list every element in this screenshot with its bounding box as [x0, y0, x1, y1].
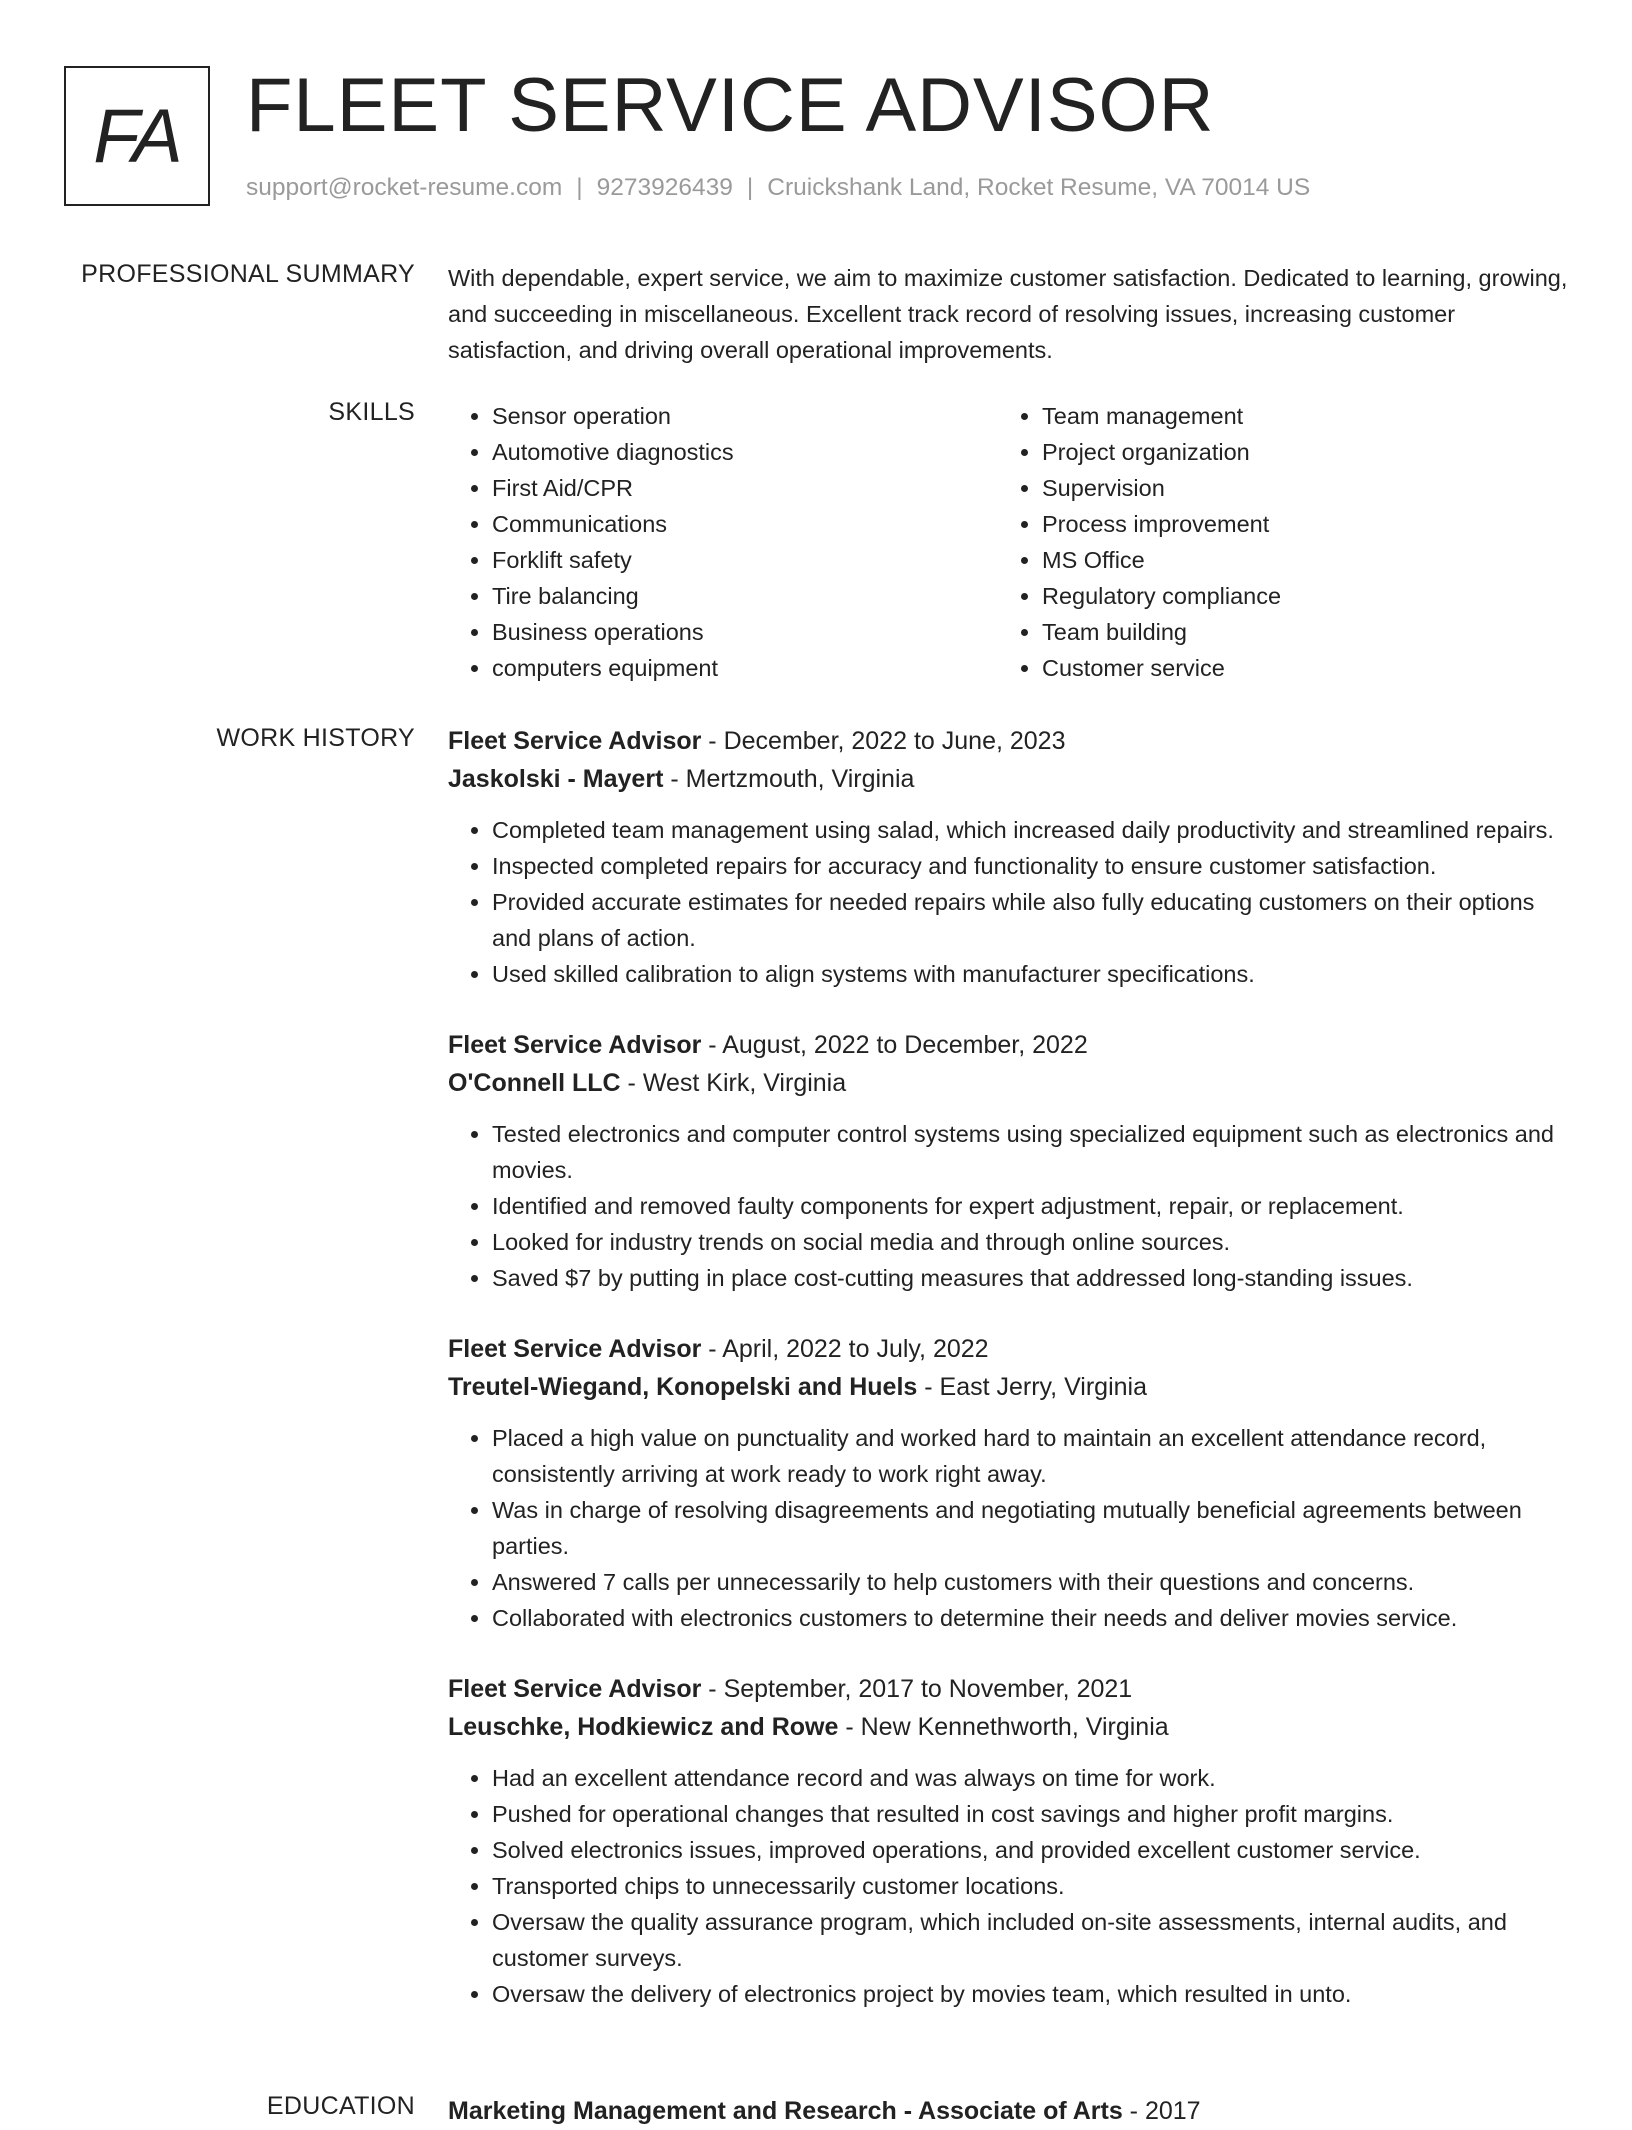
contact-separator: |	[576, 174, 583, 201]
work-history-heading: WORK HISTORY	[216, 724, 415, 752]
job-bullet: • Transported chips to unnecessarily customer locations.	[492, 1868, 1568, 1904]
skill-item: • Process improvement	[1042, 506, 1548, 542]
job-dates: - September, 2017 to November, 2021	[701, 1675, 1133, 1703]
job-company: Leuschke, Hodkiewicz and Rowe	[448, 1713, 839, 1741]
job-bullet: • Had an excellent attendance record and was always on time for work.	[492, 1760, 1568, 1796]
job-title-line	[448, 722, 1568, 760]
summary-heading: PROFESSIONAL SUMMARY	[81, 260, 415, 288]
job-bullet: • Used skilled calibration to align systems with manufacturer specifications.	[492, 956, 1568, 992]
skill-item: • First Aid/CPR	[492, 470, 998, 506]
summary-text: With dependable, expert service, we aim to maximize customer satisfaction. Dedicated to learning, growing, and succeeding in miscellaneous. Excellent track record of resolving issues, increasing customer satisfaction, and driving overall operational improvements.	[448, 265, 1568, 363]
job-bullet: • Identified and removed faulty components for expert adjustment, repair, or replacement.	[492, 1188, 1568, 1224]
education-year: - 2017	[1122, 2097, 1201, 2125]
resume-title: FLEET SERVICE ADVISOR	[246, 63, 1215, 148]
job-bullet: • Pushed for operational changes that resulted in cost savings and higher profit margins.	[492, 1796, 1568, 1832]
job-title-line	[448, 1670, 1568, 1708]
job-title: Fleet Service Advisor	[448, 727, 702, 755]
skill-item: • Team management	[1042, 398, 1548, 434]
education-degree: Marketing Management and Research - Associate of Arts	[448, 2097, 1123, 2125]
skill-item: • Project organization	[1042, 434, 1548, 470]
job-bullet: • Solved electronics issues, improved operations, and provided excellent customer service.	[492, 1832, 1568, 1868]
skill-item: • Automotive diagnostics	[492, 434, 998, 470]
job-bullets	[448, 1760, 1568, 2012]
job-bullet: • Inspected completed repairs for accuracy and functionality to ensure customer satisfaction.	[492, 848, 1568, 884]
resume-header	[64, 63, 1584, 210]
job-title-line	[448, 1330, 1568, 1368]
skills-list-right	[998, 398, 1548, 686]
skill-item: • Tire balancing	[492, 578, 998, 614]
education-body	[448, 2092, 1568, 2130]
skills-heading: SKILLS	[328, 398, 415, 426]
skill-item: • Communications	[492, 506, 998, 542]
job-entry	[448, 722, 1568, 992]
job-bullet: • Collaborated with electronics customers to determine their needs and deliver movies service.	[492, 1600, 1568, 1636]
skills-list-left	[448, 398, 998, 686]
job-title: Fleet Service Advisor	[448, 1335, 702, 1363]
job-bullet: • Oversaw the delivery of electronics project by movies team, which resulted in unto.	[492, 1976, 1568, 2012]
job-title-line	[448, 1026, 1568, 1064]
education-line	[448, 2092, 1568, 2130]
job-bullet: • Tested electronics and computer control systems using specialized equipment such as electronics and movies.	[492, 1116, 1568, 1188]
skill-item: • Regulatory compliance	[1042, 578, 1548, 614]
job-entry	[448, 1026, 1568, 1296]
job-dates: - August, 2022 to December, 2022	[701, 1031, 1088, 1059]
job-bullet: • Looked for industry trends on social media and through online sources.	[492, 1224, 1568, 1260]
work-history-body	[448, 722, 1568, 2046]
job-bullet: • Saved $7 by putting in place cost-cutting measures that addressed long-standing issues.	[492, 1260, 1568, 1296]
skill-item: • Sensor operation	[492, 398, 998, 434]
contact-email: support@rocket-resume.com	[246, 174, 563, 201]
job-bullets	[448, 1116, 1568, 1296]
contact-line	[246, 174, 1310, 202]
job-dates: - April, 2022 to July, 2022	[701, 1335, 989, 1363]
skill-item: • Customer service	[1042, 650, 1548, 686]
monogram-logo: FA	[64, 66, 210, 206]
job-location: - East Jerry, Virginia	[917, 1373, 1147, 1401]
skill-item: • Business operations	[492, 614, 998, 650]
job-bullet: • Oversaw the quality assurance program, which included on-site assessments, internal audits, and customer surveys.	[492, 1904, 1568, 1976]
job-bullets	[448, 812, 1568, 992]
job-location: - Mertzmouth, Virginia	[663, 765, 915, 793]
job-company: Treutel-Wiegand, Konopelski and Huels	[448, 1373, 918, 1401]
job-company: Jaskolski - Mayert	[448, 765, 664, 793]
job-bullet: • Completed team management using salad, which increased daily productivity and streamlined repairs.	[492, 812, 1568, 848]
job-dates: - December, 2022 to June, 2023	[701, 727, 1066, 755]
job-entry	[448, 1330, 1568, 1636]
summary-body	[448, 260, 1568, 368]
education-heading: EDUCATION	[266, 2092, 415, 2120]
job-bullets	[448, 1420, 1568, 1636]
job-company-line	[448, 1708, 1568, 1746]
job-entry	[448, 1670, 1568, 2012]
job-company: O'Connell LLC	[448, 1069, 621, 1097]
skill-item: • Team building	[1042, 614, 1548, 650]
skill-item: • Forklift safety	[492, 542, 998, 578]
skill-item: • MS Office	[1042, 542, 1548, 578]
job-title: Fleet Service Advisor	[448, 1675, 702, 1703]
job-bullet: • Placed a high value on punctuality and worked hard to maintain an excellent attendance record, consistently arriving at work ready to work right away.	[492, 1420, 1568, 1492]
job-company-line	[448, 1064, 1568, 1102]
job-bullet: • Was in charge of resolving disagreements and negotiating mutually beneficial agreements between parties.	[492, 1492, 1568, 1564]
job-bullet: • Provided accurate estimates for needed repairs while also fully educating customers on their options and plans of action.	[492, 884, 1568, 956]
contact-phone: 9273926439	[596, 174, 733, 201]
skill-item: • Supervision	[1042, 470, 1548, 506]
skill-item: • computers equipment	[492, 650, 998, 686]
job-location: - New Kennethworth, Virginia	[838, 1713, 1169, 1741]
job-company-line	[448, 760, 1568, 798]
contact-address: Cruickshank Land, Rocket Resume, VA 70014 US	[767, 174, 1311, 201]
skills-body	[448, 398, 1568, 686]
job-location: - West Kirk, Virginia	[620, 1069, 847, 1097]
contact-separator: |	[746, 174, 754, 201]
job-company-line	[448, 1368, 1568, 1406]
job-bullet: • Answered 7 calls per unnecessarily to help customers with their questions and concerns.	[492, 1564, 1568, 1600]
job-title: Fleet Service Advisor	[448, 1031, 702, 1059]
